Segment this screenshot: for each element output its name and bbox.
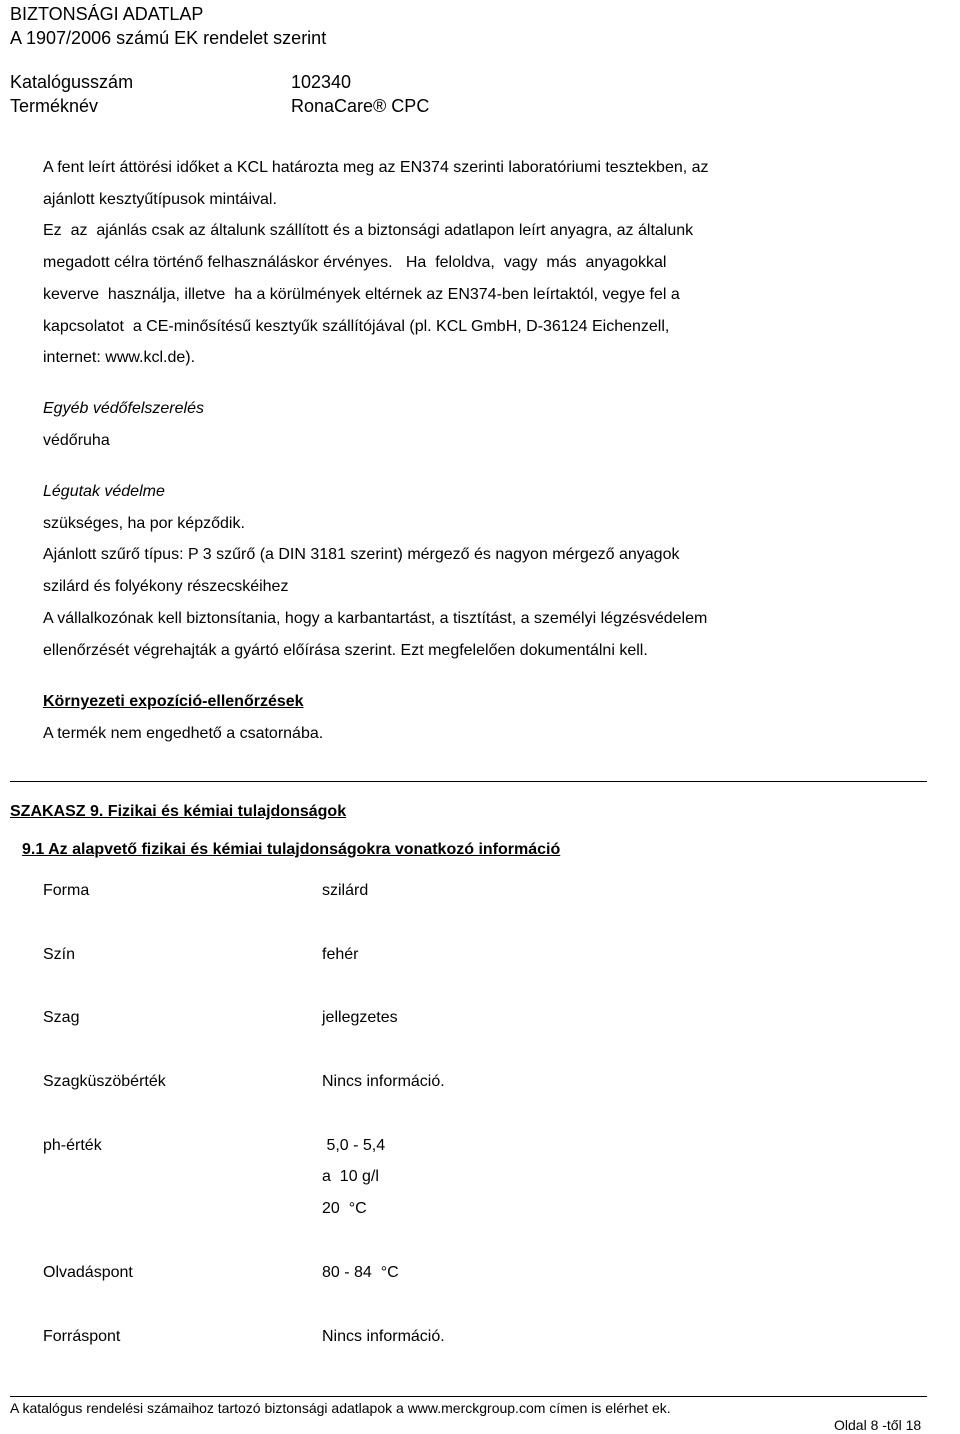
property-value-melting-point: 80 - 84 °C <box>322 1264 399 1281</box>
document-title: BIZTONSÁGI ADATLAP <box>10 4 204 24</box>
property-value-odor: jellegzetes <box>322 1009 398 1026</box>
property-value-ph-temperature: 20 °C <box>322 1200 367 1217</box>
paragraph-line: keverve használja, illetve ha a körülmények eltérnek az EN374-ben leírtaktól, vegye fel a <box>43 286 680 303</box>
paragraph-line: Ez az ajánlás csak az általunk szállított és a biztonsági adatlapon leírt anyagra, az általunk <box>43 222 694 239</box>
property-value-form: szilárd <box>322 882 369 899</box>
respiratory-line: szükséges, ha por képződik. <box>43 515 245 532</box>
catalog-value: 102340 <box>291 72 352 92</box>
respiratory-line: szilárd és folyékony részecskéihez <box>43 578 289 595</box>
property-value-ph-concentration: a 10 g/l <box>322 1168 379 1185</box>
property-label-color: Szín <box>43 946 76 963</box>
section-divider <box>10 781 927 782</box>
property-value-color: fehér <box>322 946 359 963</box>
regulation-reference: A 1907/2006 számú EK rendelet szerint <box>10 28 327 48</box>
property-label-melting-point: Olvadáspont <box>43 1264 133 1281</box>
footer-divider <box>10 1396 927 1397</box>
property-label-odor: Szag <box>43 1009 80 1026</box>
property-value-odor-threshold: Nincs információ. <box>322 1073 445 1090</box>
respiratory-line: ellenőrzését végrehajták a gyártó előírása szerint. Ezt megfelelően dokumentálni kell. <box>43 642 648 659</box>
paragraph-line: megadott célra történő felhasználáskor érvényes. Ha feloldva, vagy más anyagokkal <box>43 254 667 271</box>
env-heading: Környezeti expozíció-ellenőrzések <box>43 693 304 710</box>
other-protection-text: védőruha <box>43 432 110 449</box>
respiratory-line: A vállalkozónak kell biztonsítania, hogy a karbantartást, a tisztítást, a személyi légzésvédelem <box>43 610 708 627</box>
respiratory-line: Ajánlott szűrő típus: P 3 szűrő (a DIN 3181 szerint) mérgező és nagyon mérgező anyagok <box>43 546 680 563</box>
property-label-form: Forma <box>43 882 90 899</box>
paragraph-line: ajánlott kesztyűtípusok mintáival. <box>43 191 277 208</box>
page-number: Oldal 8 -től 18 <box>834 1417 922 1433</box>
section-title: SZAKASZ 9. Fizikai és kémiai tulajdonságok <box>10 803 347 820</box>
footer-note: A katalógus rendelési számaihoz tartozó biztonsági adatlapok a www.merckgroup.com címen is elérhet ek. <box>10 1400 671 1416</box>
property-value-ph: 5,0 - 5,4 <box>322 1137 386 1154</box>
product-value: RonaCare® CPC <box>291 96 430 116</box>
paragraph-line: kapcsolatot a CE-minősítésű kesztyűk szállítójával (pl. KCL GmbH, D-36124 Eichenzell, <box>43 318 670 335</box>
other-protection-heading: Egyéb védőfelszerelés <box>43 400 204 417</box>
property-label-ph: ph-érték <box>43 1137 102 1154</box>
paragraph-line: internet: www.kcl.de). <box>43 349 196 366</box>
catalog-label: Katalógusszám <box>10 72 134 92</box>
section-subtitle: 9.1 Az alapvető fizikai és kémiai tulajdonságokra vonatkozó információ <box>22 841 561 858</box>
paragraph-line: A fent leírt áttörési időket a KCL határozta meg az EN374 szerinti laboratóriumi tesztekben, az <box>43 159 709 176</box>
property-label-boiling-point: Forráspont <box>43 1328 121 1345</box>
env-text: A termék nem engedhető a csatornába. <box>43 725 324 742</box>
property-value-boiling-point: Nincs információ. <box>322 1328 445 1345</box>
respiratory-heading: Légutak védelme <box>43 483 165 500</box>
property-label-odor-threshold: Szagküszöbérték <box>43 1073 166 1090</box>
product-label: Terméknév <box>10 96 99 116</box>
